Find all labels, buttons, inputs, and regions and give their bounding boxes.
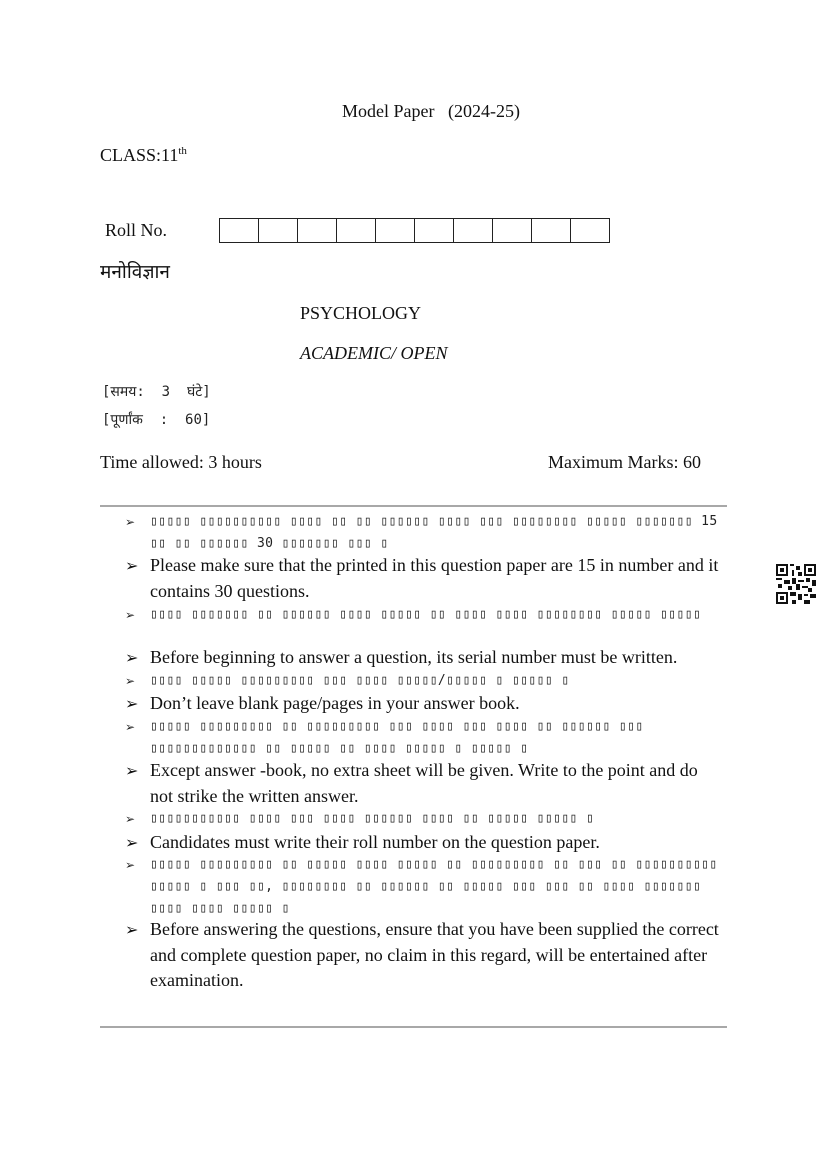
subject-title: PSYCHOLOGY xyxy=(300,303,422,323)
stream-label: ACADEMIC/ OPEN xyxy=(300,343,448,363)
class-label xyxy=(100,140,187,166)
class-superscript: th xyxy=(178,145,187,157)
arrowhead-bullet-icon: ➢ xyxy=(125,515,136,529)
hindi-max-marks: [पूर्णांक : 60] xyxy=(102,412,211,428)
instruction-text: Candidates must write their roll number on the question paper. xyxy=(150,832,600,852)
roll-box[interactable] xyxy=(415,219,454,242)
instruction-item xyxy=(125,808,725,830)
instruction-text: ▯▯▯▯▯ ▯▯▯▯▯▯▯▯▯ ▯▯ ▯▯▯▯▯▯▯▯▯ ▯▯▯ ▯▯▯▯ ▯▯▯ ▯▯▯▯ ▯▯ ▯▯▯▯▯▯ ▯▯▯ ▯▯▯▯▯▯▯▯▯▯▯▯▯ ▯▯ ▯▯▯▯▯ ▯▯ ▯▯▯▯ ▯▯▯▯▯ ▯ ▯▯▯▯▯ ▯ xyxy=(150,719,644,756)
arrowhead-bullet-icon: ➢ xyxy=(125,833,139,852)
instruction-text: Before beginning to answer a question, its serial number must be written. xyxy=(150,647,678,667)
instruction-item xyxy=(125,645,725,671)
divider-bottom xyxy=(100,1026,727,1028)
instruction-item xyxy=(125,670,725,692)
arrowhead-bullet-icon: ➢ xyxy=(125,858,136,872)
instruction-item xyxy=(125,691,725,717)
arrowhead-bullet-icon: ➢ xyxy=(125,674,136,688)
arrowhead-bullet-icon: ➢ xyxy=(125,920,139,939)
instruction-text: Please make sure that the printed in this question paper are 15 in number and it contains 30 questions. xyxy=(150,555,719,601)
roll-box[interactable] xyxy=(571,219,609,242)
instruction-text: ▯▯▯▯▯ ▯▯▯▯▯▯▯▯▯▯ ▯▯▯▯ ▯▯ ▯▯ ▯▯▯▯▯▯ ▯▯▯▯ ▯▯▯ ▯▯▯▯▯▯▯▯ ▯▯▯▯▯ ▯▯▯▯▯▯▯ 15 ▯▯ ▯▯ ▯▯▯▯▯▯ 30 ▯▯▯▯▯▯▯ ▯▯▯ ▯ xyxy=(150,514,718,551)
class-text: CLASS:11 xyxy=(100,145,179,165)
roll-box[interactable] xyxy=(493,219,532,242)
roll-box[interactable] xyxy=(220,219,259,242)
instruction-text: ▯▯▯▯▯ ▯▯▯▯▯▯▯▯▯ ▯▯ ▯▯▯▯▯ ▯▯▯▯ ▯▯▯▯▯ ▯▯ ▯▯▯▯▯▯▯▯▯ ▯▯ ▯▯▯ ▯▯ ▯▯▯▯▯▯▯▯▯▯ ▯▯▯▯▯ ▯ ▯▯▯ ▯▯, ▯▯▯▯▯▯▯▯ ▯▯ ▯▯▯▯▯▯ ▯▯ ▯▯▯▯▯ ▯▯▯ ▯▯▯ ▯▯ ▯▯▯▯ ▯▯▯▯▯▯▯ ▯▯▯▯ ▯▯▯▯ ▯▯▯▯▯ ▯ xyxy=(150,857,718,916)
instruction-text: ▯▯▯▯▯▯▯▯▯▯▯ ▯▯▯▯ ▯▯▯ ▯▯▯▯ ▯▯▯▯▯▯ ▯▯▯▯ ▯▯ ▯▯▯▯▯ ▯▯▯▯▯ ▯ xyxy=(150,811,595,826)
time-allowed: Time allowed: 3 hours xyxy=(100,452,262,472)
divider-top xyxy=(100,505,727,507)
instruction-item xyxy=(125,604,725,626)
roll-box[interactable] xyxy=(454,219,493,242)
arrowhead-bullet-icon: ➢ xyxy=(125,608,136,622)
instruction-item xyxy=(125,854,725,920)
arrowhead-bullet-icon: ➢ xyxy=(125,720,136,734)
maximum-marks: Maximum Marks: 60 xyxy=(548,452,701,472)
instruction-item xyxy=(125,917,725,994)
roll-box[interactable] xyxy=(298,219,337,242)
instruction-text: Before answering the questions, ensure that you have been supplied the correct and complete question paper, no claim in this regard, will be entertained after examination. xyxy=(150,919,719,990)
instruction-text: Except answer -book, no extra sheet will be given. Write to the point and do not strike the written answer. xyxy=(150,760,698,806)
instruction-text: Don’t leave blank page/pages in your answer book. xyxy=(150,693,520,713)
roll-box[interactable] xyxy=(337,219,376,242)
roll-box[interactable] xyxy=(376,219,415,242)
instruction-item xyxy=(125,511,725,555)
page-title: Model Paper (2024-25) xyxy=(342,101,520,121)
roll-number-grid[interactable] xyxy=(219,218,610,243)
instruction-text: ▯▯▯▯ ▯▯▯▯▯▯▯ ▯▯ ▯▯▯▯▯▯ ▯▯▯▯ ▯▯▯▯▯ ▯▯ ▯▯▯▯ ▯▯▯▯ ▯▯▯▯▯▯▯▯ ▯▯▯▯▯ ▯▯▯▯▯ xyxy=(150,607,702,622)
arrowhead-bullet-icon: ➢ xyxy=(125,694,139,713)
instruction-item xyxy=(125,716,725,760)
arrowhead-bullet-icon: ➢ xyxy=(125,556,139,575)
arrowhead-bullet-icon: ➢ xyxy=(125,812,136,826)
hindi-subject-title: मनोविज्ञान xyxy=(100,261,170,283)
arrowhead-bullet-icon: ➢ xyxy=(125,761,139,780)
instruction-text: ▯▯▯▯ ▯▯▯▯▯ ▯▯▯▯▯▯▯▯▯ ▯▯▯ ▯▯▯▯ ▯▯▯▯▯/▯▯▯▯▯ ▯ ▯▯▯▯▯ ▯ xyxy=(150,673,570,688)
instruction-item xyxy=(125,758,725,809)
hindi-time-allowed: [समय: 3 घंटे] xyxy=(102,384,211,400)
qr-code-icon xyxy=(776,564,816,604)
roll-number-label: Roll No. xyxy=(105,220,168,240)
arrowhead-bullet-icon: ➢ xyxy=(125,648,139,667)
roll-box[interactable] xyxy=(259,219,298,242)
roll-box[interactable] xyxy=(532,219,571,242)
instruction-item xyxy=(125,553,725,604)
instruction-item xyxy=(125,830,725,856)
